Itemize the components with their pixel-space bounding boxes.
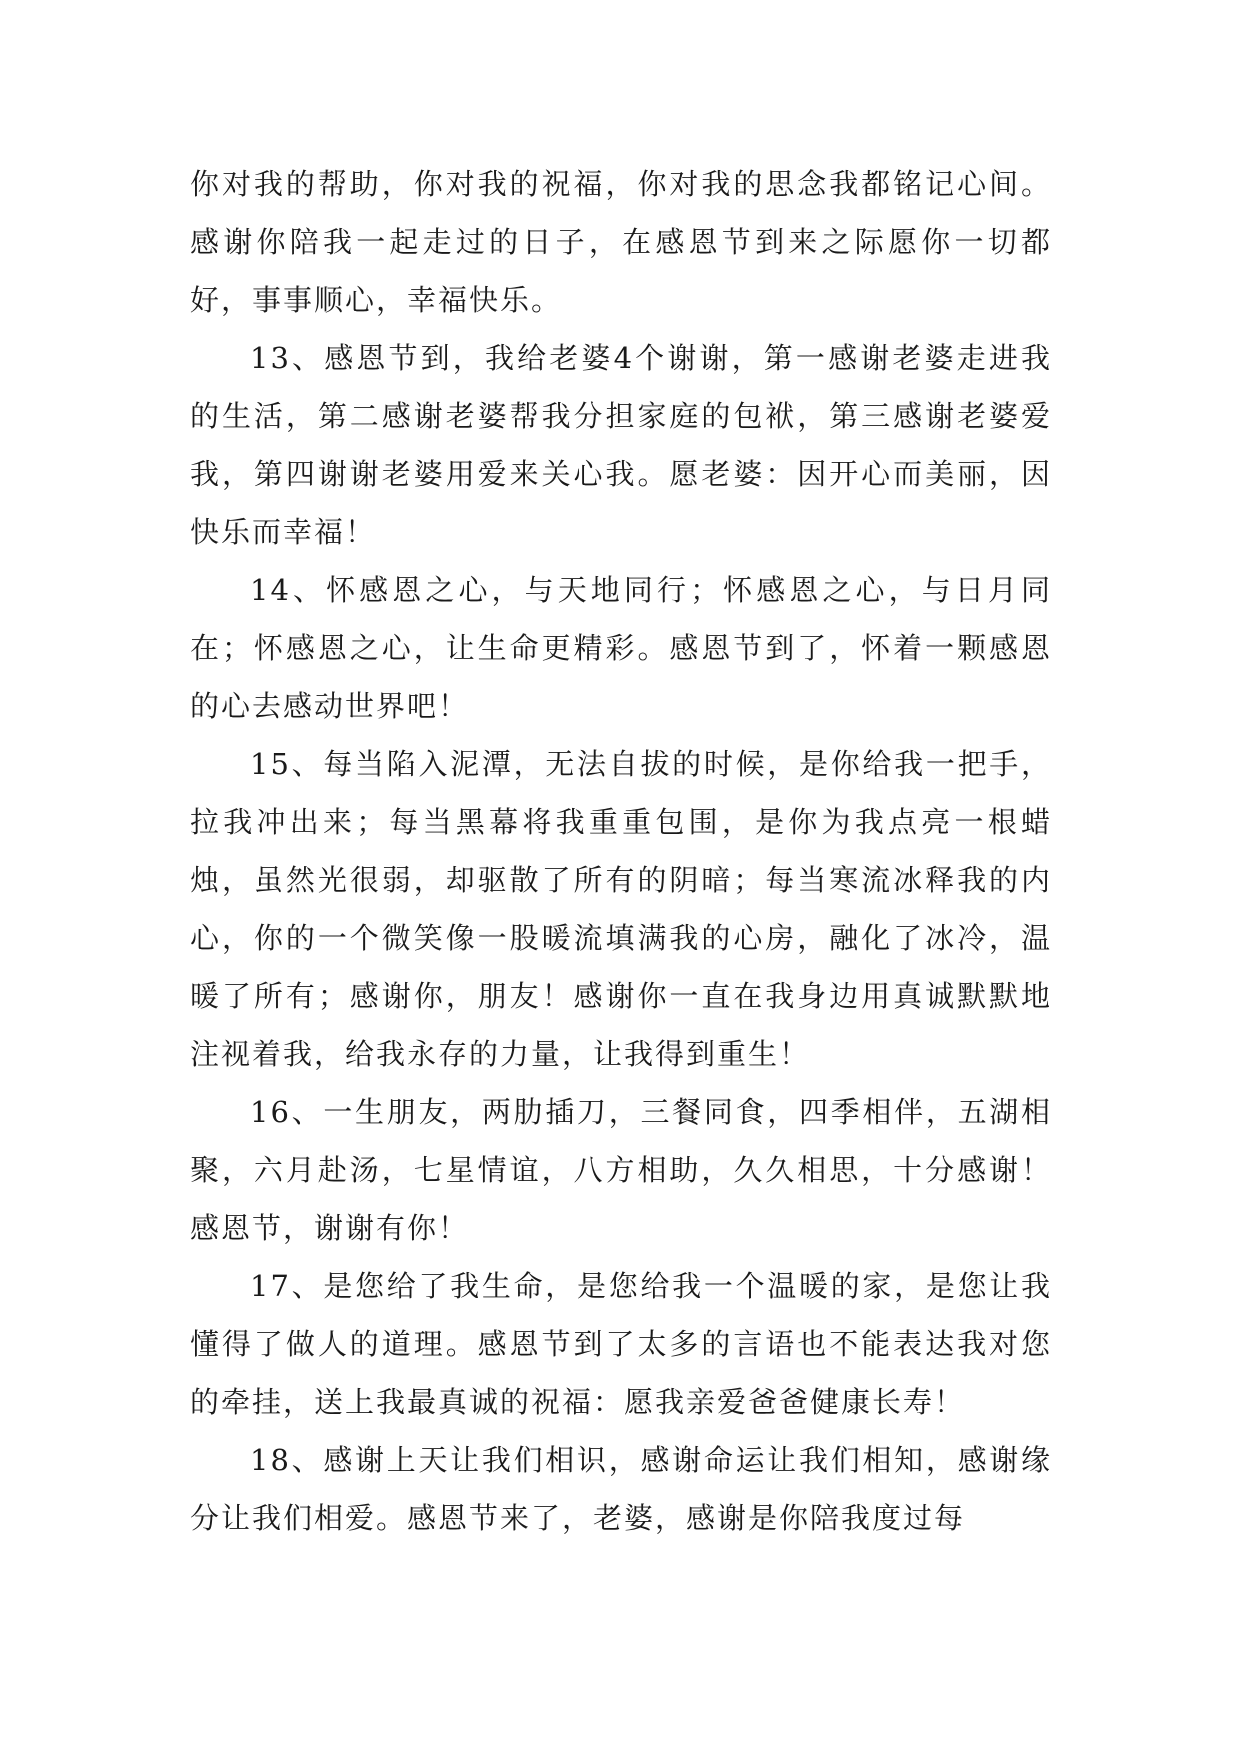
paragraph-item-16: 16、一生朋友，两肋插刀，三餐同食，四季相伴，五湖相聚，六月赴汤，七星情谊，八方相助，久久相思，十分感谢！感恩节，谢谢有你！	[190, 1095, 1052, 1245]
document-body	[190, 155, 1052, 1547]
paragraph-item-13: 13、感恩节到，我给老婆4个谢谢，第一感谢老婆走进我的生活，第二感谢老婆帮我分担家庭的包袱，第三感谢老婆爱我，第四谢谢老婆用爱来关心我。愿老婆：因开心而美丽，因快乐而幸福！	[190, 341, 1052, 549]
paragraph-item-14: 14、怀感恩之心，与天地同行；怀感恩之心，与日月同在；怀感恩之心，让生命更精彩。感恩节到了，怀着一颗感恩的心去感动世界吧！	[190, 573, 1052, 723]
paragraph-item-15: 15、每当陷入泥潭，无法自拔的时候，是你给我一把手，拉我冲出来；每当黑幕将我重重包围，是你为我点亮一根蜡烛，虽然光很弱，却驱散了所有的阴暗；每当寒流冰释我的内心，你的一个微笑像一股暖流填满我的心房，融化了冰冷，温暖了所有；感谢你，朋友！感谢你一直在我身边用真诚默默地注视着我，给我永存的力量，让我得到重生！	[190, 747, 1052, 1071]
paragraph-item-17: 17、是您给了我生命，是您给我一个温暖的家，是您让我懂得了做人的道理。感恩节到了太多的言语也不能表达我对您的牵挂，送上我最真诚的祝福：愿我亲爱爸爸健康长寿！	[190, 1269, 1052, 1419]
paragraph-item-18: 18、感谢上天让我们相识，感谢命运让我们相知，感谢缘分让我们相爱。感恩节来了，老婆，感谢是你陪我度过每	[190, 1443, 1052, 1535]
paragraph-continuation: 你对我的帮助，你对我的祝福，你对我的思念我都铭记心间。感谢你陪我一起走过的日子，在感恩节到来之际愿你一切都好，事事顺心，幸福快乐。	[190, 167, 1052, 317]
